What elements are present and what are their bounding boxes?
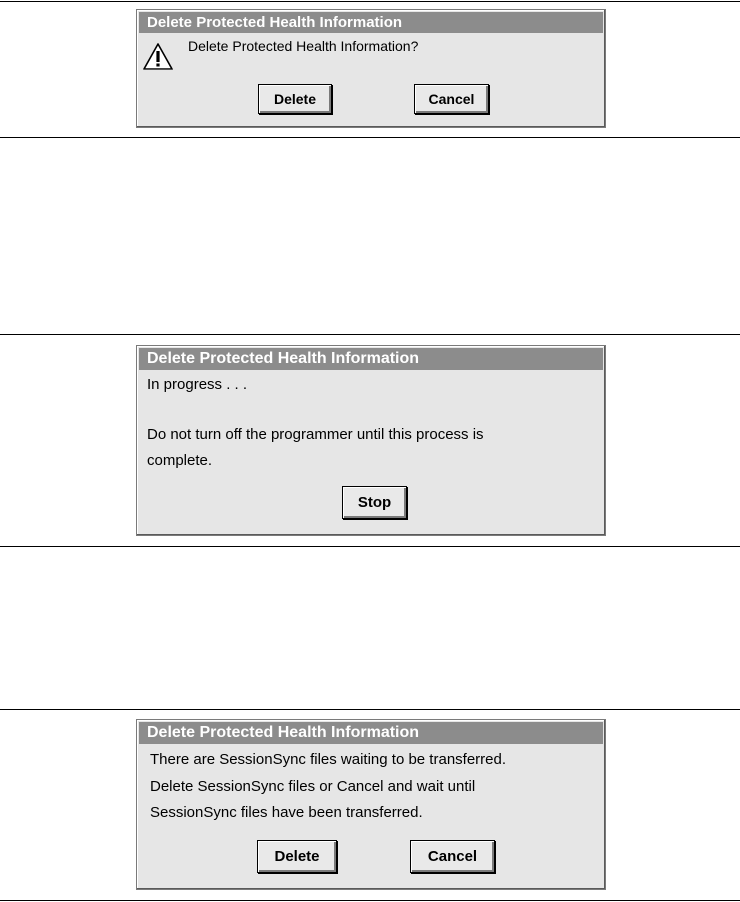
cancel-button[interactable]: Cancel — [414, 84, 489, 114]
cancel-button[interactable]: Cancel — [410, 840, 495, 873]
progress-status: In progress . . . — [147, 376, 248, 393]
confirm-message: Delete Protected Health Information? — [188, 38, 419, 54]
dialog-title: Delete Protected Health Information — [139, 722, 603, 744]
power-warning-line2: complete. — [147, 452, 213, 469]
deletion-progress-dialog — [136, 345, 606, 536]
pending-files-line2: Delete SessionSync files or Cancel and wait until — [150, 778, 476, 795]
separator-rule — [0, 709, 740, 710]
dialog-title: Delete Protected Health Information — [139, 12, 603, 33]
stop-button[interactable]: Stop — [342, 486, 407, 519]
separator-rule — [0, 334, 740, 335]
power-warning-line1: Do not turn off the programmer until this process is — [147, 426, 484, 443]
separator-rule — [0, 546, 740, 547]
separator-rule — [0, 900, 740, 901]
delete-button[interactable]: Delete — [258, 84, 332, 114]
sessionsync-pending-dialog — [136, 719, 606, 890]
separator-rule — [0, 1, 740, 2]
dialog-title: Delete Protected Health Information — [139, 348, 603, 370]
pending-files-line3: SessionSync files have been transferred. — [150, 804, 423, 821]
delete-button[interactable]: Delete — [257, 840, 337, 873]
confirm-delete-dialog — [136, 9, 606, 128]
pending-files-line1: There are SessionSync files waiting to be transferred. — [150, 751, 507, 768]
warning-icon — [142, 42, 174, 72]
separator-rule — [0, 137, 740, 138]
